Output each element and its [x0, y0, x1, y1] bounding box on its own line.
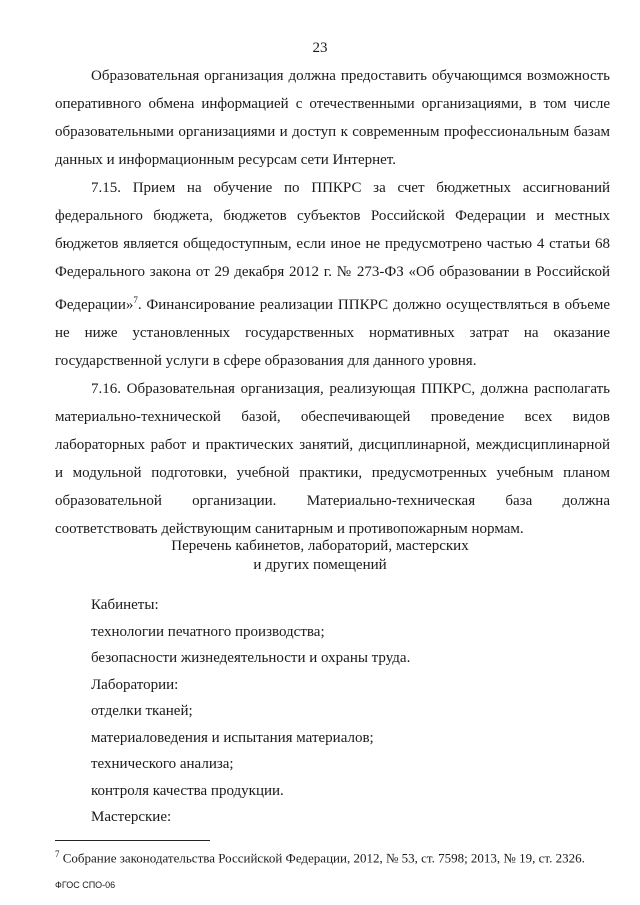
document-code: ФГОС СПО-06 — [55, 880, 116, 890]
paragraph-7-15 — [55, 174, 610, 375]
list-item: контроля качества продукции. — [91, 782, 284, 799]
list-heading — [0, 537, 640, 575]
page-number: 23 — [312, 40, 328, 56]
list-item: Кабинеты: — [91, 597, 159, 613]
paragraph-7-15-text-after: . Финансирование реализации ППКРС должно осуществляться в объеме не ниже установленных государственных нормативных затрат на оказание государственной услуги в сфере образования для данного уровня. — [55, 297, 610, 369]
footnote-text: Собрание законодательства Российской Федерации, 2012, № 53, ст. 7598; 2013, № 19, ст. 2326. — [59, 850, 585, 866]
premises-list — [91, 592, 410, 831]
list-item: Лаборатории: — [91, 676, 179, 693]
list-item: безопасности жизнедеятельности и охраны труда. — [91, 650, 411, 666]
paragraph-7-16: 7.16. Образовательная организация, реализующая ППКРС, должна располагать материально-технической базой, обеспечивающей проведение всех видов лабораторных работ и практических занятий, дисциплинарной, междисциплинарной и модульной подготовки, учебной практики, предусмотренных учебным планом образовательной организации. Материально-техническая база должна соответствовать действующим санитарным и противопожарным нормам. — [55, 381, 610, 537]
paragraph-resources: Образовательная организация должна предоставить обучающимся возможность оперативного обмена информацией с отечественными организациями, в том числе образовательными организациями и доступ к современным профессиональным базам данных и информационным ресурсам сети Интернет. — [55, 68, 610, 168]
list-item: Мастерские: — [91, 809, 172, 825]
footnote — [55, 846, 615, 866]
list-item: технического анализа; — [91, 756, 234, 772]
list-heading-line-1: Перечень кабинетов, лабораторий, мастерских — [171, 538, 469, 554]
body-text — [55, 62, 610, 543]
footnote-divider — [55, 840, 210, 841]
footnote-marker: 7 — [55, 849, 60, 859]
paragraph-7-15-text: 7.15. Прием на обучение по ППКРС за счет бюджетных ассигнований федерального бюджета, бюджетов субъектов Российской Федерации и местных бюджетов является общедоступным, если иное не предусмотрено частью 4 статьи 68 Федерального закона от 29 декабря 2012 г. № 273-ФЗ «Об образовании в Российской Федерации» — [55, 180, 610, 313]
list-item: материаловедения и испытания материалов; — [91, 729, 374, 746]
list-item: отделки тканей; — [91, 703, 193, 719]
footnote-ref: 7 — [133, 295, 138, 305]
list-item: технологии печатного производства; — [91, 623, 325, 640]
list-heading-line-2: и других помещений — [253, 557, 387, 573]
